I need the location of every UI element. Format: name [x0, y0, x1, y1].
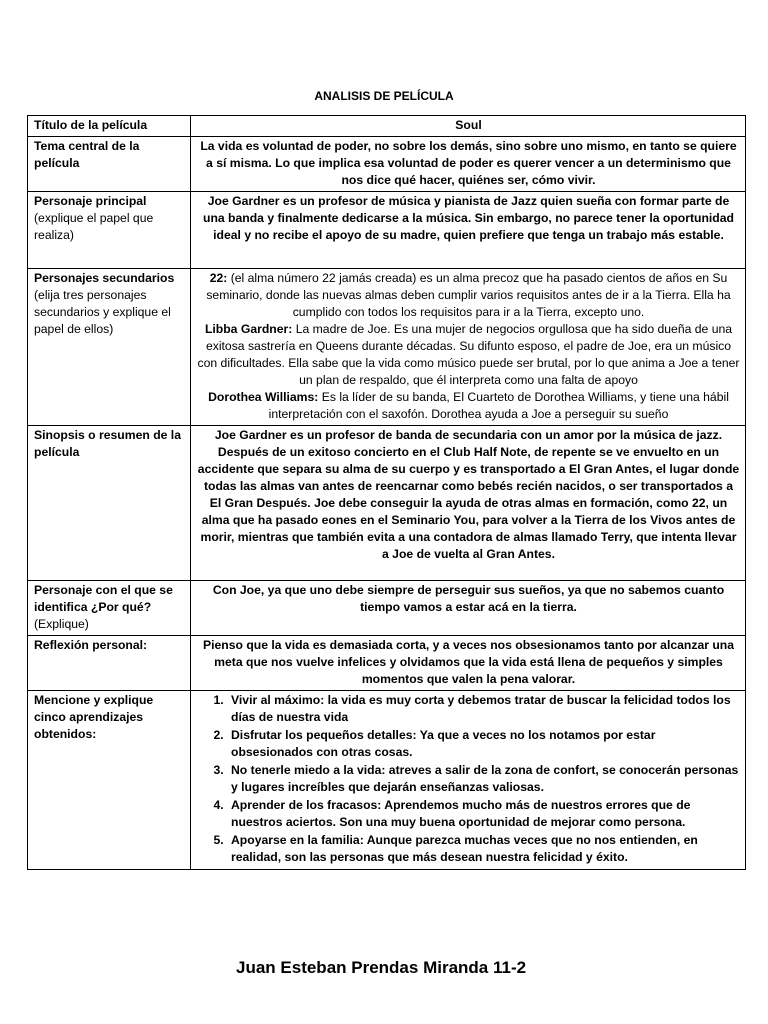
identifica-value: Con Joe, ya que uno debe siempre de perseguir sus sueños, ya que no sabemos cuanto tiempo vamos a estar acá en la tierra. — [191, 581, 746, 636]
identifica-note: (Explique) — [34, 617, 89, 631]
secundarios-value — [191, 269, 746, 426]
character-libba — [197, 321, 740, 389]
row-label-aprendizajes: Mencione y explique cinco aprendizajes obtenidos: — [28, 691, 191, 870]
identifica-label: Personaje con el que se identifica ¿Por qué? — [34, 583, 173, 614]
table-row-sinopsis — [28, 426, 746, 581]
row-label-secundarios — [28, 269, 191, 426]
secundarios-note: (elija tres personajes secundarios y explique el papel de ellos) — [34, 288, 171, 336]
character-22 — [197, 270, 740, 321]
aprendizajes-value — [191, 691, 746, 870]
row-label-identifica — [28, 581, 191, 636]
reflexion-value: Pienso que la vida es demasiada corta, y a veces nos obsesionamos tanto por alcanzar una meta que nos vuelve infelices y olvidamos que la vida está llena de pequeños y simples momentos que valen la pena valorar. — [191, 636, 746, 691]
row-label-principal — [28, 192, 191, 269]
document-title: ANALISIS DE PELÍCULA — [314, 89, 454, 103]
table-row-reflexion — [28, 636, 746, 691]
character-name: Libba Gardner: — [204, 322, 293, 336]
character-name: Dorothea Williams: — [208, 390, 319, 404]
character-desc: La madre de Joe. Es una mujer de negocios orgullosa que ha sido dueña de una exitosa sastrería en Queens durante décadas. Su difunto esposo, el padre de Joe, era un músico con dificultades. Ella sabe que la vida como músico puede ser brutal, por lo que anima a Joe a tener un plan de respaldo, que él interpreta como una falta de apoyo — [197, 322, 740, 387]
principal-note: (explique el papel que realiza) — [34, 211, 154, 242]
table-row-secundarios — [28, 269, 746, 426]
movie-title-value: Soul — [191, 116, 746, 137]
character-desc: Es la líder de su banda, El Cuarteto de Dorothea Williams, y tiene una hábil interpretación con el saxofón. Dorothea ayuda a Joe a perseguir su sueño — [268, 390, 729, 421]
principal-value: Joe Gardner es un profesor de música y pianista de Jazz quien sueña con formar parte de una banda y finalmente dedicarse a la música. Sin embargo, no parece tener la oportunidad ideal y no recibe el apoyo de su madre, quien prefiere que tenga un trabajo más estable. — [191, 192, 746, 269]
author-name: Juan Esteban Prendas Miranda 11-2 — [236, 958, 527, 977]
row-label-reflexion: Reflexión personal: — [28, 636, 191, 691]
list-item: 3. No tenerle miedo a la vida: atreves a salir de la zona de confort, se conocerán personas y lugares increíbles que dejarán enseñanzas valiosas. — [227, 762, 740, 796]
list-item: 5. Apoyarse en la familia: Aunque parezca muchas veces que no nos entienden, en realidad, son las personas que más desean nuestra felicidad y éxito. — [227, 832, 740, 866]
principal-label: Personaje principal — [34, 194, 147, 208]
table-row-principal — [28, 192, 746, 269]
table-row-tema — [28, 137, 746, 192]
character-dorothea — [197, 389, 740, 423]
tema-value: La vida es voluntad de poder, no sobre los demás, sino sobre uno mismo, en tanto se quiere a sí misma. Lo que implica esa voluntad de poder es querer vencer a un determinismo que nos dice qué hacer, quiénes ser, cómo vivir. — [191, 137, 746, 192]
row-label-titulo: Título de la película — [28, 116, 191, 137]
list-item: 4. Aprender de los fracasos: Aprendemos mucho más de nuestros errores que de nuestros aciertos. Son una muy buena oportunidad de mejorar como persona. — [227, 797, 740, 831]
table-row-aprendizajes — [28, 691, 746, 870]
list-item: 2. Disfrutar los pequeños detalles: Ya que a veces no los notamos por estar obsesionados con otras cosas. — [227, 727, 740, 761]
list-item: 1. Vivir al máximo: la vida es muy corta y debemos tratar de buscar la felicidad todos los días de nuestra vida — [227, 692, 740, 726]
analysis-table — [27, 115, 746, 870]
learning-list — [197, 692, 740, 866]
row-label-tema: Tema central de la película — [28, 137, 191, 192]
secundarios-label: Personajes secundarios — [34, 271, 175, 285]
table-row-identifica — [28, 581, 746, 636]
character-name: 22: — [209, 271, 228, 285]
table-row-titulo — [28, 116, 746, 137]
sinopsis-value: Joe Gardner es un profesor de banda de secundaria con un amor por la música de jazz. Después de un exitoso concierto en el Club Half Note, de repente se ve envuelto en un accidente que separa su alma de su cuerpo y es transportado a El Gran Antes, el lugar donde todas las almas van antes de reencarnar como bebés recién nacidos, o ser transportados a El Gran Después. Joe debe conseguir la ayuda de otras almas en formación, como 22, un alma que ha pasado eones en el Seminario You, para volver a la Tierra de los Vivos antes de morir, mientras que también evita a una contadora de almas llamado Terry, que intenta llevar a Joe de vuelta al Gran Antes. — [191, 426, 746, 581]
character-desc: (el alma número 22 jamás creada) es un alma precoz que ha pasado cientos de años en Su seminario, donde las nuevas almas deben cumplir varios requisitos antes de ir a la Tierra. Ella ha cumplido con todos los requisitos para ir a la Tierra, excepto uno. — [206, 271, 731, 319]
row-label-sinopsis: Sinopsis o resumen de la película — [28, 426, 191, 581]
